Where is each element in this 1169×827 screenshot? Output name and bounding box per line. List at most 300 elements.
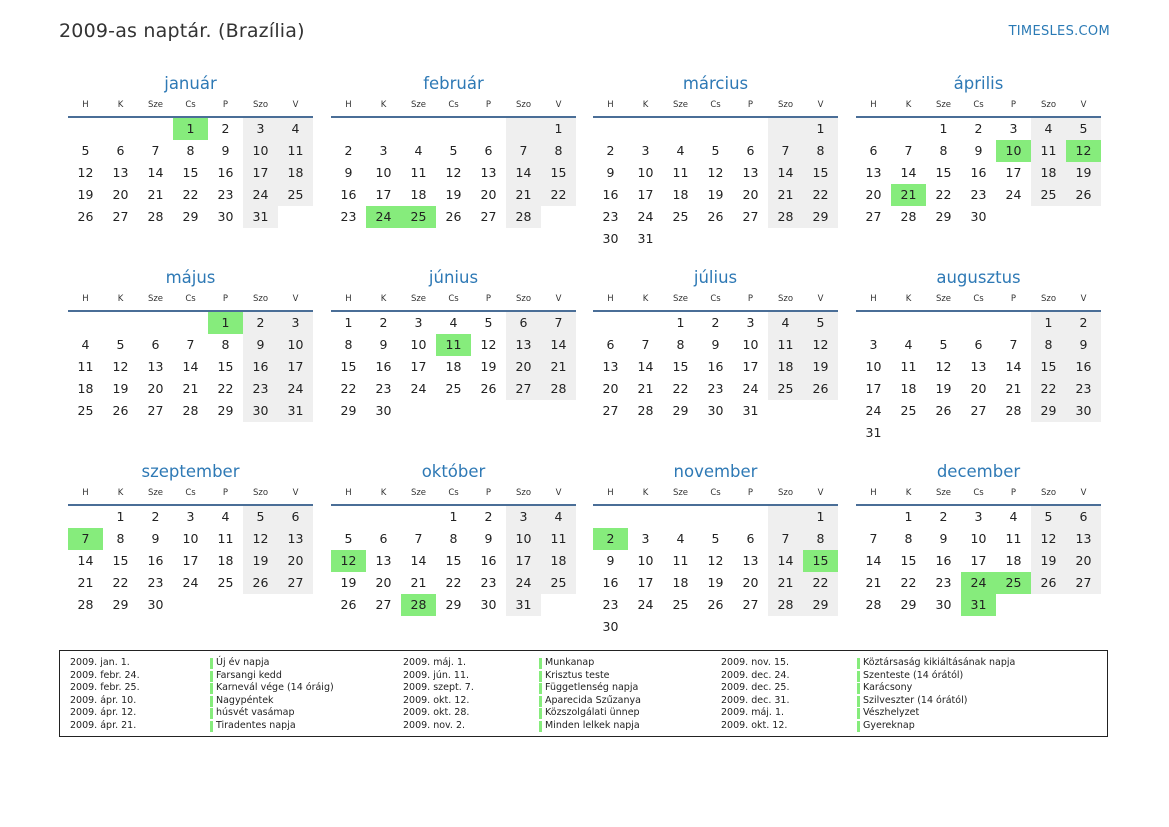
day-cell[interactable]: 11 [1005,531,1022,546]
day-cell[interactable]: 26 [445,209,462,224]
day-cell[interactable]: 2 [344,143,353,158]
day-cell[interactable]: 9 [606,165,615,180]
day-cell[interactable]: 14 [77,553,94,568]
day-cell[interactable]: 10 [410,337,427,352]
day-cell[interactable]: 10 [375,165,392,180]
day-cell[interactable]: 10 [506,528,541,550]
day-cell[interactable]: 17 [637,575,654,590]
day-cell[interactable]: 3 [278,311,313,334]
day-cell[interactable]: 7 [1009,337,1018,352]
day-cell[interactable]: 3 [186,509,195,524]
day-cell[interactable]: 30 [602,231,619,246]
day-cell[interactable]: 5 [1066,117,1101,140]
day-cell[interactable]: 10 [637,165,654,180]
day-cell[interactable]: 7 [768,528,803,550]
day-cell[interactable]: 13 [602,359,619,374]
day-cell[interactable]: 24 [506,572,541,594]
day-cell[interactable]: 9 [379,337,388,352]
day-cell[interactable]: 21 [182,381,199,396]
day-cell[interactable]: 23 [217,187,234,202]
day-cell[interactable]: 15 [340,359,357,374]
day-cell[interactable]: 7 [506,140,541,162]
day-cell[interactable]: 3 [746,315,755,330]
day-cell[interactable]: 1 [449,509,458,524]
day-cell[interactable]: 20 [375,575,392,590]
day-cell[interactable]: 27 [1066,572,1101,594]
day-cell[interactable]: 13 [1066,528,1101,550]
day-cell[interactable]: 30 [243,400,278,422]
day-cell[interactable]: 9 [711,337,720,352]
day-cell[interactable]: 16 [243,356,278,378]
day-cell[interactable]: 24 [278,378,313,400]
day-cell[interactable]: 19 [112,381,129,396]
day-cell[interactable]: 6 [1066,505,1101,528]
day-cell[interactable]: 5 [116,337,125,352]
day-cell[interactable]: 8 [221,337,230,352]
day-cell[interactable]: 3 [414,315,423,330]
day-cell[interactable]: 7 [641,337,650,352]
day-cell[interactable]: 28 [541,378,576,400]
day-cell[interactable]: 2 [1066,311,1101,334]
day-cell[interactable]: 30 [707,403,724,418]
day-cell[interactable]: 18 [1031,162,1066,184]
day-cell[interactable]: 31 [865,425,882,440]
day-cell[interactable]: 16 [375,359,392,374]
day-cell[interactable]: 12 [480,337,497,352]
day-cell[interactable]: 9 [243,334,278,356]
day-cell[interactable]: 13 [112,165,129,180]
day-cell[interactable]: 13 [865,165,882,180]
day-cell[interactable]: 18 [445,359,462,374]
day-cell[interactable]: 20 [602,381,619,396]
day-cell[interactable]: 21 [410,575,427,590]
day-cell[interactable]: 20 [1066,550,1101,572]
day-cell[interactable]: 8 [939,143,948,158]
day-cell[interactable]: 3 [641,143,650,158]
day-cell[interactable]: 2 [711,315,720,330]
day-cell[interactable]: 14 [768,550,803,572]
day-cell[interactable]: 22 [900,575,917,590]
day-cell[interactable]: 26 [340,597,357,612]
day-cell[interactable]: 25 [996,572,1031,594]
day-cell[interactable]: 29 [217,403,234,418]
day-cell[interactable]: 12 [935,359,952,374]
day-cell[interactable]: 12 [803,334,838,356]
day-cell[interactable]: 5 [711,531,720,546]
day-cell[interactable]: 21 [77,575,94,590]
brand-link[interactable]: TIMESLES.COM [1008,24,1110,39]
day-cell[interactable]: 15 [217,359,234,374]
day-cell[interactable]: 18 [672,575,689,590]
day-cell[interactable]: 29 [672,403,689,418]
day-cell[interactable]: 12 [1066,140,1101,162]
day-cell[interactable]: 4 [278,117,313,140]
day-cell[interactable]: 2 [939,509,948,524]
day-cell[interactable]: 9 [344,165,353,180]
day-cell[interactable]: 19 [707,575,724,590]
day-cell[interactable]: 28 [77,597,94,612]
day-cell[interactable]: 25 [278,184,313,206]
day-cell[interactable]: 27 [375,597,392,612]
day-cell[interactable]: 28 [506,206,541,228]
day-cell[interactable]: 3 [379,143,388,158]
day-cell[interactable]: 28 [900,209,917,224]
day-cell[interactable]: 5 [243,505,278,528]
day-cell[interactable]: 20 [278,550,313,572]
day-cell[interactable]: 8 [803,140,838,162]
day-cell[interactable]: 6 [379,531,388,546]
day-cell[interactable]: 21 [147,187,164,202]
day-cell[interactable]: 27 [602,403,619,418]
day-cell[interactable]: 27 [742,597,759,612]
day-cell[interactable]: 26 [1031,572,1066,594]
day-cell[interactable]: 29 [182,209,199,224]
day-cell[interactable]: 6 [151,337,160,352]
day-cell[interactable]: 5 [711,143,720,158]
day-cell[interactable]: 3 [974,509,983,524]
day-cell[interactable]: 23 [602,597,619,612]
day-cell[interactable]: 17 [637,187,654,202]
day-cell[interactable]: 23 [1066,378,1101,400]
day-cell[interactable]: 26 [707,597,724,612]
day-cell[interactable]: 16 [1066,356,1101,378]
day-cell[interactable]: 17 [375,187,392,202]
day-cell[interactable]: 20 [970,381,987,396]
day-cell[interactable]: 15 [182,165,199,180]
day-cell[interactable]: 20 [742,575,759,590]
day-cell[interactable]: 21 [768,572,803,594]
day-cell[interactable]: 9 [1066,334,1101,356]
day-cell[interactable]: 26 [480,381,497,396]
day-cell[interactable]: 30 [217,209,234,224]
day-cell[interactable]: 27 [506,378,541,400]
day-cell[interactable]: 23 [340,209,357,224]
day-cell[interactable]: 14 [1005,359,1022,374]
day-cell[interactable]: 25 [445,381,462,396]
day-cell[interactable]: 17 [742,359,759,374]
day-cell[interactable]: 29 [935,209,952,224]
day-cell[interactable]: 11 [768,334,803,356]
day-cell[interactable]: 17 [506,550,541,572]
day-cell[interactable]: 19 [707,187,724,202]
day-cell[interactable]: 6 [506,311,541,334]
day-cell[interactable]: 25 [672,597,689,612]
day-cell[interactable]: 28 [637,403,654,418]
day-cell[interactable]: 4 [541,505,576,528]
day-cell[interactable]: 24 [410,381,427,396]
day-cell[interactable]: 12 [707,553,724,568]
day-cell[interactable]: 15 [672,359,689,374]
day-cell[interactable]: 11 [436,334,471,356]
day-cell[interactable]: 8 [116,531,125,546]
day-cell[interactable]: 26 [112,403,129,418]
day-cell[interactable]: 14 [410,553,427,568]
day-cell[interactable]: 23 [147,575,164,590]
day-cell[interactable]: 8 [1031,334,1066,356]
day-cell[interactable]: 8 [904,531,913,546]
day-cell[interactable]: 31 [637,231,654,246]
day-cell[interactable]: 19 [1031,550,1066,572]
day-cell[interactable]: 2 [221,121,230,136]
day-cell[interactable]: 29 [340,403,357,418]
day-cell[interactable]: 21 [1005,381,1022,396]
day-cell[interactable]: 1 [344,315,353,330]
day-cell[interactable]: 13 [147,359,164,374]
day-cell[interactable]: 29 [803,594,838,616]
day-cell[interactable]: 28 [865,597,882,612]
day-cell[interactable]: 22 [803,184,838,206]
day-cell[interactable]: 12 [331,550,366,572]
day-cell[interactable]: 1 [1031,311,1066,334]
day-cell[interactable]: 24 [637,597,654,612]
day-cell[interactable]: 5 [803,311,838,334]
day-cell[interactable]: 4 [1031,117,1066,140]
day-cell[interactable]: 15 [900,553,917,568]
day-cell[interactable]: 27 [970,403,987,418]
day-cell[interactable]: 31 [243,206,278,228]
day-cell[interactable]: 21 [865,575,882,590]
day-cell[interactable]: 15 [541,162,576,184]
day-cell[interactable]: 25 [541,572,576,594]
day-cell[interactable]: 31 [961,594,996,616]
day-cell[interactable]: 30 [935,597,952,612]
day-cell[interactable]: 10 [996,140,1031,162]
day-cell[interactable]: 29 [900,597,917,612]
day-cell[interactable]: 2 [593,528,628,550]
day-cell[interactable]: 26 [803,378,838,400]
day-cell[interactable]: 13 [278,528,313,550]
day-cell[interactable]: 7 [869,531,878,546]
day-cell[interactable]: 26 [1066,184,1101,206]
day-cell[interactable]: 19 [243,550,278,572]
day-cell[interactable]: 17 [243,162,278,184]
day-cell[interactable]: 18 [77,381,94,396]
day-cell[interactable]: 26 [77,209,94,224]
day-cell[interactable]: 22 [541,184,576,206]
day-cell[interactable]: 1 [676,315,685,330]
day-cell[interactable]: 13 [506,334,541,356]
day-cell[interactable]: 28 [1005,403,1022,418]
day-cell[interactable]: 4 [1009,509,1018,524]
day-cell[interactable]: 14 [147,165,164,180]
day-cell[interactable]: 3 [1009,121,1018,136]
day-cell[interactable]: 8 [676,337,685,352]
day-cell[interactable]: 29 [803,206,838,228]
day-cell[interactable]: 15 [1031,356,1066,378]
day-cell[interactable]: 20 [742,187,759,202]
day-cell[interactable]: 23 [602,209,619,224]
day-cell[interactable]: 5 [344,531,353,546]
day-cell[interactable]: 19 [935,381,952,396]
day-cell[interactable]: 25 [768,378,803,400]
day-cell[interactable]: 5 [449,143,458,158]
day-cell[interactable]: 17 [1005,165,1022,180]
day-cell[interactable]: 18 [768,356,803,378]
day-cell[interactable]: 4 [676,143,685,158]
day-cell[interactable]: 24 [243,184,278,206]
day-cell[interactable]: 20 [112,187,129,202]
day-cell[interactable]: 6 [116,143,125,158]
day-cell[interactable]: 13 [375,553,392,568]
day-cell[interactable]: 19 [340,575,357,590]
day-cell[interactable]: 24 [182,575,199,590]
day-cell[interactable]: 14 [768,162,803,184]
day-cell[interactable]: 21 [506,184,541,206]
day-cell[interactable]: 22 [182,187,199,202]
day-cell[interactable]: 9 [484,531,493,546]
day-cell[interactable]: 31 [506,594,541,616]
day-cell[interactable]: 21 [541,356,576,378]
day-cell[interactable]: 16 [147,553,164,568]
day-cell[interactable]: 17 [278,356,313,378]
day-cell[interactable]: 7 [68,528,103,550]
day-cell[interactable]: 11 [217,531,234,546]
day-cell[interactable]: 3 [869,337,878,352]
day-cell[interactable]: 30 [147,597,164,612]
day-cell[interactable]: 16 [707,359,724,374]
day-cell[interactable]: 24 [637,209,654,224]
day-cell[interactable]: 2 [151,509,160,524]
day-cell[interactable]: 20 [480,187,497,202]
day-cell[interactable]: 4 [904,337,913,352]
day-cell[interactable]: 15 [935,165,952,180]
day-cell[interactable]: 30 [602,619,619,634]
day-cell[interactable]: 27 [742,209,759,224]
day-cell[interactable]: 23 [375,381,392,396]
day-cell[interactable]: 11 [410,165,427,180]
day-cell[interactable]: 1 [116,509,125,524]
day-cell[interactable]: 26 [935,403,952,418]
day-cell[interactable]: 1 [803,505,838,528]
day-cell[interactable]: 19 [445,187,462,202]
day-cell[interactable]: 14 [541,334,576,356]
day-cell[interactable]: 28 [768,594,803,616]
day-cell[interactable]: 1 [803,117,838,140]
day-cell[interactable]: 15 [803,162,838,184]
day-cell[interactable]: 7 [151,143,160,158]
day-cell[interactable]: 25 [217,575,234,590]
day-cell[interactable]: 31 [742,403,759,418]
day-cell[interactable]: 20 [865,187,882,202]
day-cell[interactable]: 13 [970,359,987,374]
day-cell[interactable]: 4 [676,531,685,546]
day-cell[interactable]: 9 [974,143,983,158]
day-cell[interactable]: 8 [803,528,838,550]
day-cell[interactable]: 11 [672,553,689,568]
day-cell[interactable]: 19 [77,187,94,202]
day-cell[interactable]: 6 [869,143,878,158]
day-cell[interactable]: 7 [904,143,913,158]
day-cell[interactable]: 17 [410,359,427,374]
day-cell[interactable]: 2 [484,509,493,524]
day-cell[interactable]: 4 [81,337,90,352]
day-cell[interactable]: 7 [414,531,423,546]
day-cell[interactable]: 21 [891,184,926,206]
day-cell[interactable]: 21 [637,381,654,396]
day-cell[interactable]: 22 [803,572,838,594]
day-cell[interactable]: 18 [900,381,917,396]
day-cell[interactable]: 16 [602,187,619,202]
day-cell[interactable]: 11 [1031,140,1066,162]
day-cell[interactable]: 12 [1031,528,1066,550]
day-cell[interactable]: 3 [641,531,650,546]
day-cell[interactable]: 18 [410,187,427,202]
day-cell[interactable]: 5 [939,337,948,352]
day-cell[interactable]: 22 [672,381,689,396]
day-cell[interactable]: 11 [672,165,689,180]
day-cell[interactable]: 13 [742,553,759,568]
day-cell[interactable]: 23 [935,575,952,590]
day-cell[interactable]: 22 [935,187,952,202]
day-cell[interactable]: 8 [449,531,458,546]
day-cell[interactable]: 25 [1031,184,1066,206]
day-cell[interactable]: 30 [375,403,392,418]
day-cell[interactable]: 23 [707,381,724,396]
day-cell[interactable]: 4 [221,509,230,524]
day-cell[interactable]: 28 [182,403,199,418]
day-cell[interactable]: 18 [217,553,234,568]
day-cell[interactable]: 27 [112,209,129,224]
day-cell[interactable]: 20 [147,381,164,396]
day-cell[interactable]: 22 [445,575,462,590]
day-cell[interactable]: 10 [278,334,313,356]
day-cell[interactable]: 16 [970,165,987,180]
day-cell[interactable]: 14 [182,359,199,374]
day-cell[interactable]: 22 [112,575,129,590]
day-cell[interactable]: 9 [939,531,948,546]
day-cell[interactable]: 27 [865,209,882,224]
day-cell[interactable]: 1 [173,117,208,140]
day-cell[interactable]: 7 [541,311,576,334]
day-cell[interactable]: 8 [541,140,576,162]
day-cell[interactable]: 24 [742,381,759,396]
day-cell[interactable]: 1 [939,121,948,136]
day-cell[interactable]: 13 [480,165,497,180]
day-cell[interactable]: 3 [243,117,278,140]
day-cell[interactable]: 8 [344,337,353,352]
day-cell[interactable]: 30 [970,209,987,224]
day-cell[interactable]: 12 [243,528,278,550]
day-cell[interactable]: 21 [768,184,803,206]
day-cell[interactable]: 5 [1031,505,1066,528]
day-cell[interactable]: 14 [506,162,541,184]
day-cell[interactable]: 30 [480,597,497,612]
day-cell[interactable]: 29 [112,597,129,612]
day-cell[interactable]: 2 [606,143,615,158]
day-cell[interactable]: 2 [379,315,388,330]
day-cell[interactable]: 27 [147,403,164,418]
day-cell[interactable]: 12 [445,165,462,180]
day-cell[interactable]: 24 [865,403,882,418]
day-cell[interactable]: 9 [606,553,615,568]
day-cell[interactable]: 18 [541,550,576,572]
day-cell[interactable]: 16 [480,553,497,568]
day-cell[interactable]: 26 [243,572,278,594]
day-cell[interactable]: 13 [742,165,759,180]
day-cell[interactable]: 28 [401,594,436,616]
day-cell[interactable]: 6 [278,505,313,528]
day-cell[interactable]: 17 [865,381,882,396]
day-cell[interactable]: 18 [672,187,689,202]
day-cell[interactable]: 10 [243,140,278,162]
day-cell[interactable]: 10 [865,359,882,374]
day-cell[interactable]: 16 [217,165,234,180]
day-cell[interactable]: 3 [506,505,541,528]
day-cell[interactable]: 25 [900,403,917,418]
day-cell[interactable]: 9 [221,143,230,158]
day-cell[interactable]: 10 [742,337,759,352]
day-cell[interactable]: 6 [606,337,615,352]
